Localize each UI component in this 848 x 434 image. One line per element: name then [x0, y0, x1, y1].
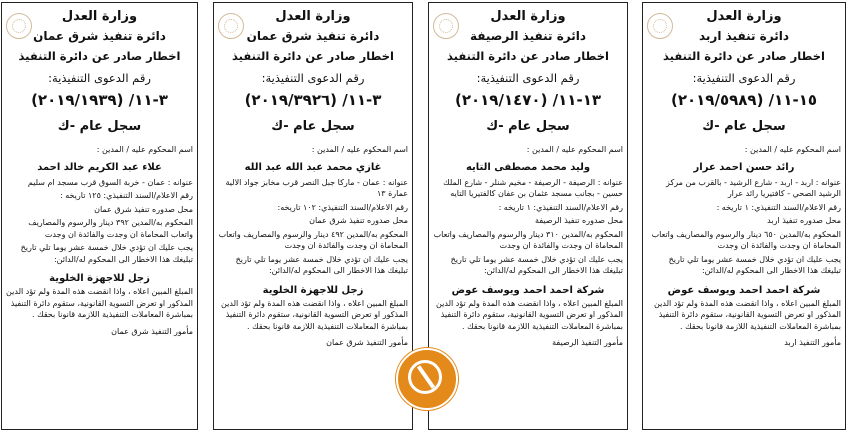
debtor-address: عنوانه : الرصيفة - الرصيفة - مخيم شنلر - شارع الملك حسين - بجانب مسجد عثمان بن عفان كالفتيريا التايه: [443, 177, 623, 198]
ministry-title: وزارة العدل: [275, 9, 351, 24]
payment-deadline: يجب عليك ان تؤدي خلال خمسة عشر يوما تلي تاريخ تبليغك هذا الاخطار الى المحكوم له/الدائن:: [20, 243, 193, 264]
debtor-label: اسم المحكوم عليه / المدين :: [744, 145, 841, 154]
debtor-label: اسم المحكوم عليه / المدين :: [311, 145, 408, 154]
notice-irbid-5989: [642, 2, 846, 430]
department-name: دائرة تنفيذ اربد: [698, 29, 789, 43]
seal-icon: [6, 13, 32, 39]
issued-by: محل صدوره تنفيذ الرصيفة: [535, 216, 623, 225]
notice-number: رقم الاعلام/السند التنفيذي: ١ تاريخه :: [498, 202, 623, 212]
notice-number: رقم الاعلام/السند التنفيذي: ١ تاريخه :: [716, 202, 841, 212]
seal-icon: [218, 13, 244, 39]
notice-east-amman-3926: [213, 2, 413, 430]
debtor-label: اسم المحكوم عليه / المدين :: [526, 145, 623, 154]
seal-icon: [433, 13, 459, 39]
publisher-logo-icon: [396, 348, 458, 410]
ministry-title: وزارة العدل: [61, 9, 138, 24]
notice-number: رقم الاعلام/السند التنفيذي: ١٠٢ تاريخه:: [277, 202, 408, 212]
creditor-name: زجل للاجهزة الخلوية: [262, 284, 364, 296]
register-label: سجل عام -ك: [702, 119, 786, 134]
debtor-name: غازي محمد عبد الله عبد الله: [244, 161, 382, 173]
payment-deadline: يجب عليك ان تؤدي خلال خمسة عشر يوما تلي تاريخ تبليغك هذا الاخطار الى المحكوم له/الدائن:: [235, 254, 408, 275]
issued-by: محل صدوره تنفيذ اربد: [767, 216, 841, 225]
judgment-amount: المحكوم به/المدين ٦٥٠ دينار والرسوم والمصاريف واتعاب المحاماة ان وجدت والفائدة ان وجدت: [651, 229, 841, 250]
notice-heading: اخطار صادر عن دائرة التنفيذ: [18, 49, 181, 63]
officer-signature: مأمور التنفيذ شرق عمان: [111, 326, 193, 336]
notice-heading: اخطار صادر عن دائرة التنفيذ: [447, 49, 609, 63]
debtor-name: وليد محمد مصطفى التايه: [465, 161, 591, 173]
case-number: ١٥-١١/ (٢٠١٩/٥٩٨٩): [670, 91, 817, 109]
issued-by: محل صدوره تنفيذ شرق عمان: [309, 216, 408, 225]
notice-heading: اخطار صادر عن دائرة التنفيذ: [232, 49, 394, 63]
seal-icon: [647, 13, 673, 39]
department-name: دائرة تنفيذ الرصيفة: [469, 29, 587, 43]
register-label: سجل عام -ك: [486, 119, 570, 134]
issued-by: محل صدوره تنفيذ شرق عمان: [94, 204, 193, 214]
judgment-amount: المحكوم به/المدين ٣٩٢ دينار والرسوم والمصاريف واتعاب المحاماة ان وجدت والفائدة ان وجدت: [28, 218, 193, 239]
payment-deadline: يجب عليك ان تؤدي خلال خمسة عشر يوما تلي تاريخ تبليغك هذا الاخطار الى المحكوم له/الدائن:: [450, 254, 623, 275]
case-number: ١٣-١١/ (٢٠١٩/١٤٧٠): [454, 91, 601, 109]
department-name: دائرة تنفيذ شرق عمان: [246, 29, 380, 43]
case-label: رقم الدعوى التنفيذية:: [476, 71, 580, 85]
officer-signature: مأمور التنفيذ الرصيفة: [552, 338, 623, 347]
legal-warning: المبلغ المبين اعلاه ، واذا انقضت هذه المدة ولم تؤد الدين المذكور او تعرض التسوية القانونية، ستقوم دائرة التنفيذ بمباشرة المعاملات التنفيذية اللازمة قانونا بحقك .: [221, 298, 408, 331]
creditor-name: شركة احمد احمد ويوسف عوض: [451, 284, 605, 296]
debtor-label: اسم المحكوم عليه / المدين :: [96, 145, 193, 154]
case-number: ٣-١١/ (٢٠١٩/٣٩٢٦): [244, 91, 382, 109]
payment-deadline: يجب عليك ان تؤدي خلال خمسة عشر يوما تلي تاريخ تبليغك هذا الاخطار الى المحكوم له/الدائن:: [668, 254, 841, 275]
debtor-address: عنوانه : عمان - ماركا جبل النصر قرب مخابز جواد الالية عمارة ١٣: [225, 177, 408, 198]
ministry-title: وزارة العدل: [706, 9, 782, 24]
officer-signature: مأمور التنفيذ شرق عمان: [326, 338, 408, 347]
notice-rusaifa-1470: [428, 2, 628, 430]
judgment-amount: المحكوم به/المدين ٣١٠ دينار والرسوم والمصاريف واتعاب المحاماة ان وجدت والفائدة ان وجدت: [433, 229, 623, 250]
debtor-name: علاء عبد الكريم خالد احمد: [37, 161, 162, 173]
register-label: سجل عام -ك: [57, 119, 142, 134]
legal-warning: المبلغ المبين اعلاه ، واذا انقضت هذه المدة ولم تؤد الدين المذكور او تعرض التسوية القانونية، ستقوم دائرة التنفيذ بمباشرة المعاملات التنفيذية اللازمة قانونا بحقك .: [436, 298, 623, 331]
debtor-address: عنوانه : عمان - خربة السوق قرب مسجد ام سليم: [27, 177, 193, 187]
officer-signature: مأمور التنفيذ اربد: [784, 338, 841, 347]
judgment-amount: المحكوم به/المدين ٤٩٢ دينار والرسوم والمصاريف واتعاب المحاماة ان وجدت والفائدة ان وجدت: [218, 229, 408, 250]
creditor-name: شركة احمد احمد ويوسف عوض: [667, 284, 821, 296]
legal-warning: المبلغ المبين اعلاه ، واذا انقضت هذه المدة ولم تؤد الدين المذكور او تعرض التسوية القانونية، ستقوم دائرة التنفيذ بمباشرة المعاملات التنفيذية اللازمة قانونا بحقك .: [654, 298, 841, 331]
notice-heading: اخطار صادر عن دائرة التنفيذ: [663, 49, 825, 63]
department-name: دائرة تنفيذ شرق عمان: [33, 29, 166, 43]
notice-east-amman-1939: [1, 2, 198, 430]
notice-number: رقم الاعلام/السند التنفيذي: ١٢٥ تاريخه :: [59, 191, 193, 200]
legal-warning: المبلغ المبين اعلاه ، واذا انقضت هذه المدة ولم تؤد الدين المذكور او تعرض التسوية القانونية، ستقوم دائرة التنفيذ بمباشرة المعاملات التنفيذية اللازمة قانونا بحقك .: [6, 287, 193, 319]
case-label: رقم الدعوى التنفيذية:: [692, 71, 796, 85]
ministry-title: وزارة العدل: [490, 9, 566, 24]
creditor-name: زجل للاجهزة الخلوية: [49, 273, 150, 284]
debtor-name: رائد حسن احمد عرار: [693, 161, 795, 173]
case-label: رقم الدعوى التنفيذية:: [261, 71, 365, 85]
debtor-address: عنوانه : اربد - اربد - شارع الرشيد - بالقرب من مركز الرشيد الصحي - كافتيريا رائد عرار: [666, 177, 841, 198]
case-label: رقم الدعوى التنفيذية:: [48, 71, 151, 85]
register-label: سجل عام -ك: [271, 119, 355, 134]
case-number: ٣-١١/ (٢٠١٩/١٩٣٩): [31, 91, 168, 109]
